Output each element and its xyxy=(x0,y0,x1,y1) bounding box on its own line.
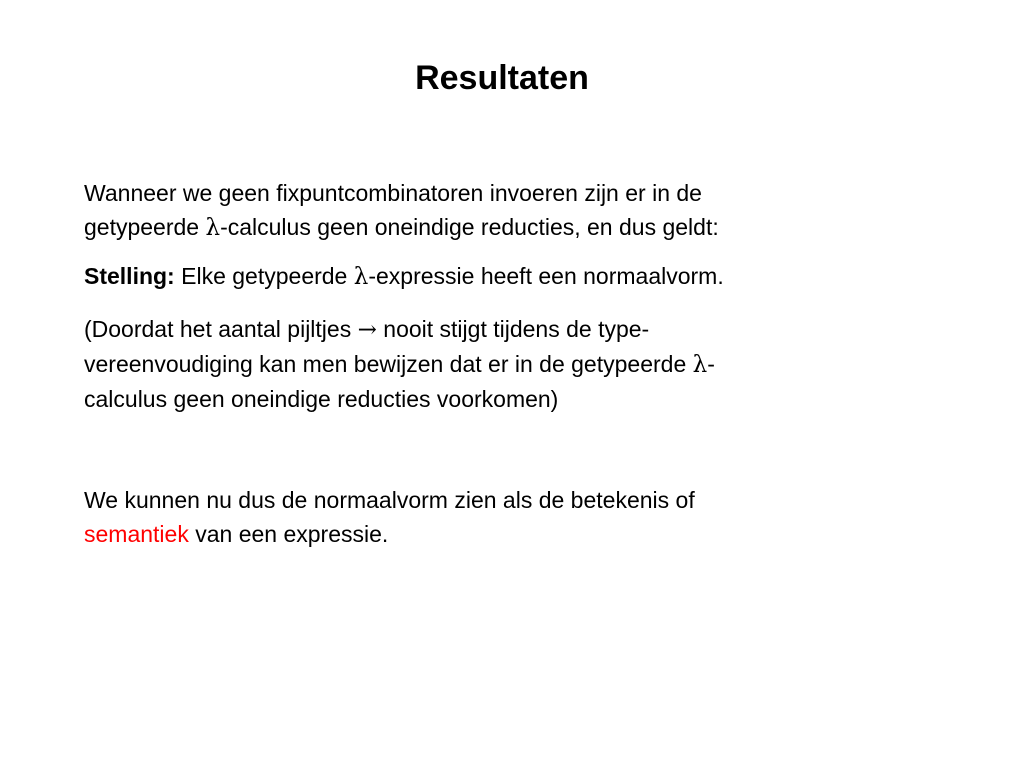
arrow-symbol: → xyxy=(357,317,377,343)
lambda-symbol: λ xyxy=(205,215,221,241)
proof-line-3: calculus geen oneindige reducties voorkomen) xyxy=(84,386,559,412)
intro-line-1: Wanneer we geen fixpuntcombinatoren invoeren zijn er in de xyxy=(84,180,702,206)
slide-title: Resultaten xyxy=(415,59,589,97)
proof-note-paragraph xyxy=(84,312,884,416)
lambda-symbol: λ xyxy=(692,352,708,378)
proof-line-1-end: nooit stijgt tijdens de type- xyxy=(376,316,650,342)
conclusion-line-2-end: van een expressie. xyxy=(188,521,389,547)
theorem-paragraph xyxy=(84,259,884,294)
semantiek-highlight: semantiek xyxy=(84,521,189,547)
conclusion-paragraph xyxy=(84,483,884,551)
intro-line-2-start: getypeerde xyxy=(84,214,206,240)
theorem-text-start: Elke getypeerde xyxy=(174,263,354,289)
conclusion-line-1: We kunnen nu dus de normaalvorm zien als de betekenis of xyxy=(84,487,695,513)
proof-line-2-end: - xyxy=(707,351,715,377)
lambda-symbol: λ xyxy=(353,264,369,290)
proof-line-1-start: (Doordat het aantal pijltjes xyxy=(84,316,358,342)
intro-line-2-end: -calculus geen oneindige reducties, en dus geldt: xyxy=(220,214,719,240)
proof-line-2-start: vereenvoudiging kan men bewijzen dat er in de getypeerde xyxy=(84,351,693,377)
intro-paragraph xyxy=(84,176,884,245)
theorem-label: Stelling: xyxy=(84,263,175,289)
theorem-text-end: -expressie heeft een normaalvorm. xyxy=(368,263,724,289)
